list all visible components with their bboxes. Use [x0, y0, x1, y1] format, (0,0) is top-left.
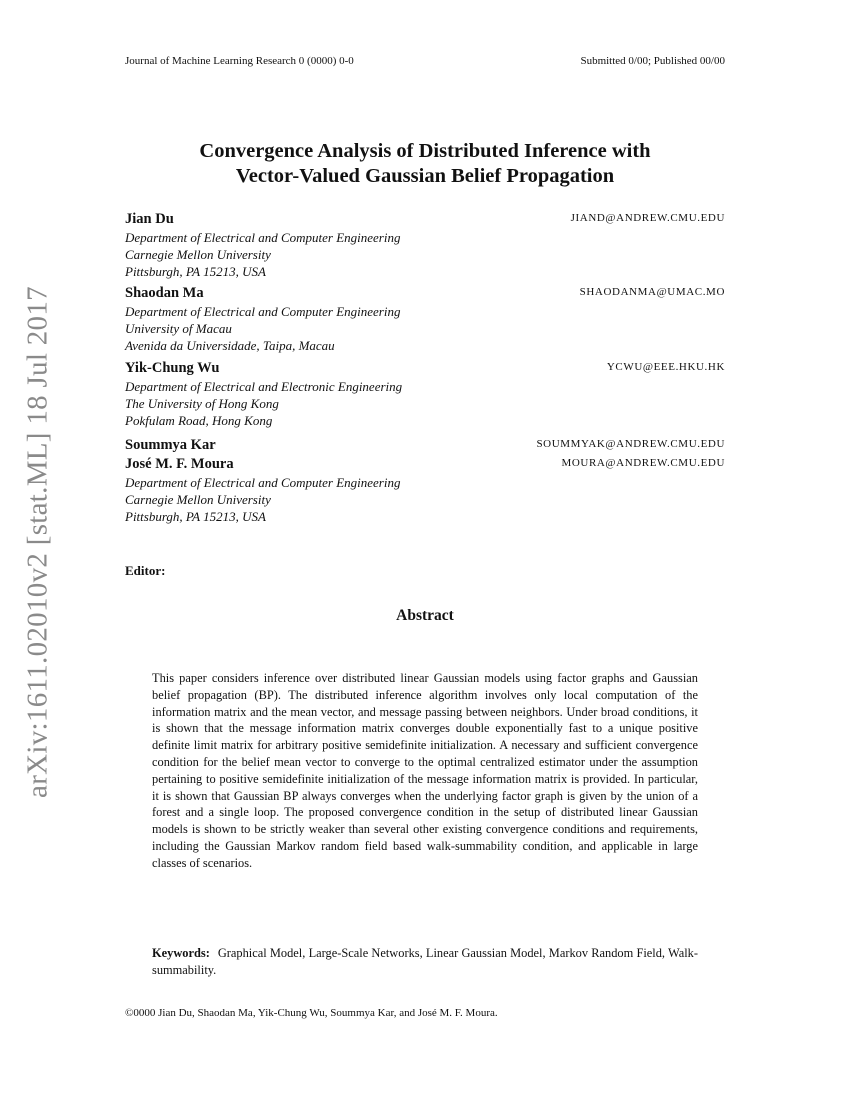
affiliation-line: Pittsburgh, PA 15213, USA: [125, 509, 266, 524]
affiliation-line: Department of Electrical and Computer Engineering: [125, 230, 401, 245]
author-name: Yik-Chung Wu: [125, 360, 220, 376]
author-email: SHAODANMA@UMAC.MO: [579, 286, 725, 298]
affiliation-line: Department of Electrical and Computer Engineering: [125, 475, 401, 490]
keywords-text: Graphical Model, Large-Scale Networks, Linear Gaussian Model, Markov Random Field, Walk-summability.: [152, 946, 698, 977]
keywords: [152, 945, 698, 979]
affiliation-line: Avenida da Universidade, Taipa, Macau: [125, 338, 335, 353]
editor-label: Editor:: [125, 563, 166, 578]
author-jian-du: [125, 210, 725, 280]
submission-dates: Submitted 0/00; Published 00/00: [580, 55, 725, 67]
paper-title: [100, 139, 750, 189]
abstract-body: This paper considers inference over distributed linear Gaussian models using factor graphs and Gaussian belief propagation (BP). The distributed inference algorithm involves only local computation of the information matrix and the mean vector, and message passing between neighbors. Under broad conditions, it is shown that the message information matrix converges double exponentially fast to a unique positive definite limit matrix for arbitrary positive semidefinite initialization. A necessary and sufficient convergence condition for the belief mean vector to converge to the optimal centralized estimator under the assumption pertaining to positive semidefinite initialization of the message information matrix is provided. In particular, it is shown that Gaussian BP always converges when the underlying factor graph is given by the union of a forest and a single loop. The proposed convergence condition in the setup of distributed linear Gaussian models is shown to be strictly weaker than several other existing convergence conditions and requirements, including the Gaussian Markov random field based walk-summability condition, and applicable in large classes of scenarios.: [152, 671, 698, 870]
author-email: JIAND@ANDREW.CMU.EDU: [570, 212, 725, 224]
copyright-notice: ©0000 Jian Du, Shaodan Ma, Yik-Chung Wu, Soummya Kar, and José M. F. Moura.: [125, 1007, 498, 1019]
author-name: José M. F. Moura: [125, 456, 234, 472]
affiliation-line: Department of Electrical and Computer Engineering: [125, 304, 401, 319]
author-name: Jian Du: [125, 211, 174, 227]
affiliation-line: Pokfulam Road, Hong Kong: [125, 413, 273, 428]
arxiv-stamp: arXiv:1611.02010v2 [stat.ML] 18 Jul 2017: [21, 286, 54, 798]
author-yik-chung-wu: [125, 359, 725, 429]
title-line-2: Vector-Valued Gaussian Belief Propagation: [235, 165, 615, 187]
affiliation-line: University of Macau: [125, 321, 232, 336]
author-kar-moura: [125, 436, 725, 525]
author-shaodan-ma: [125, 284, 725, 354]
affiliation-line: Carnegie Mellon University: [125, 247, 271, 262]
author-email: SOUMMYAK@ANDREW.CMU.EDU: [536, 438, 725, 450]
affiliation-line: The University of Hong Kong: [125, 396, 279, 411]
author-email: YCWU@EEE.HKU.HK: [606, 361, 725, 373]
affiliation-line: Department of Electrical and Electronic Engineering: [125, 379, 403, 394]
affiliation-line: Carnegie Mellon University: [125, 492, 271, 507]
journal-header: Journal of Machine Learning Research 0 (0000) 0-0: [125, 55, 354, 67]
author-name: Shaodan Ma: [125, 285, 204, 301]
abstract-heading: Abstract: [396, 607, 454, 624]
affiliation-line: Pittsburgh, PA 15213, USA: [125, 264, 266, 279]
author-email: MOURA@ANDREW.CMU.EDU: [561, 457, 725, 469]
keywords-label: Keywords:: [152, 946, 210, 960]
author-name: Soummya Kar: [125, 437, 216, 453]
title-line-1: Convergence Analysis of Distributed Inference with: [199, 140, 651, 162]
